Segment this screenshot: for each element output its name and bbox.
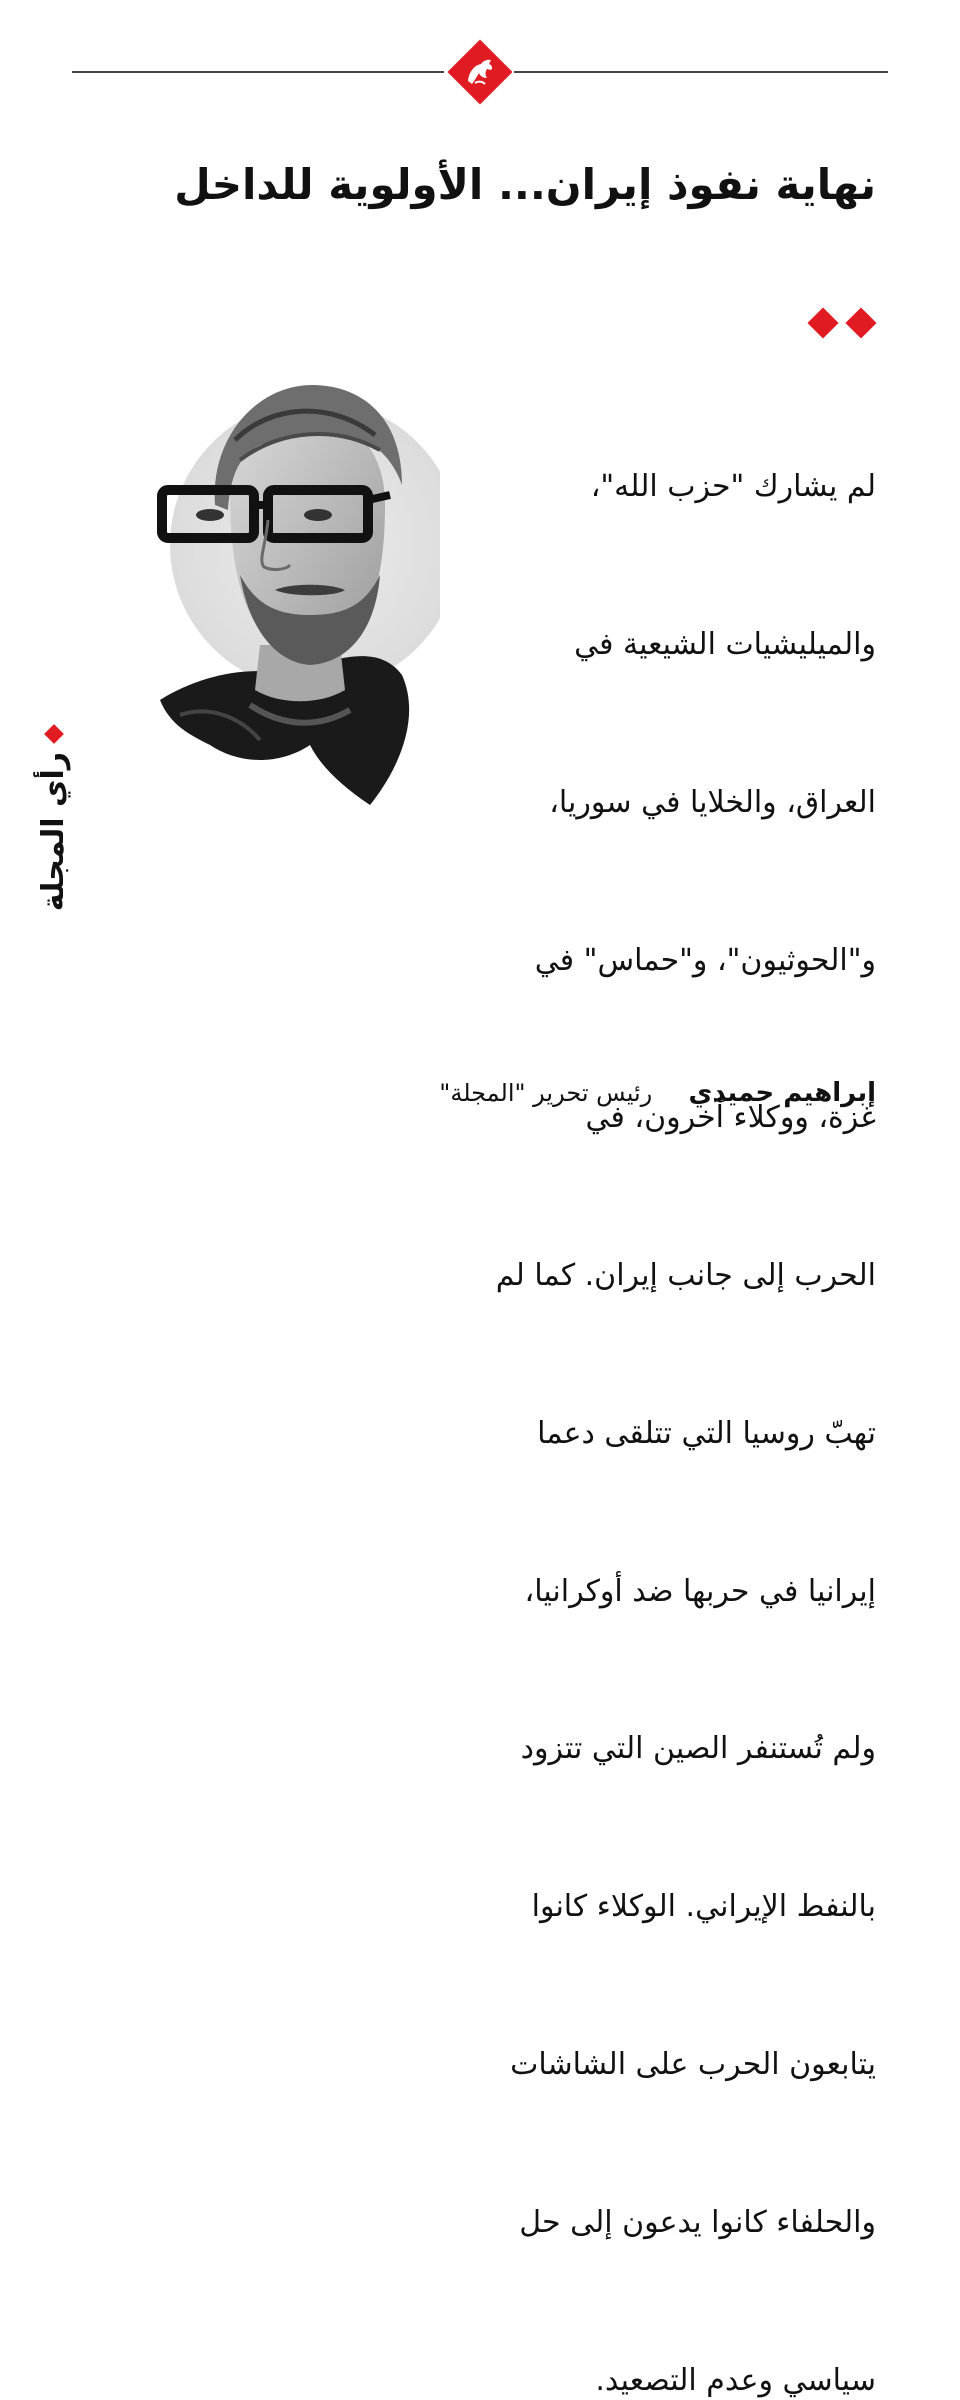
double-diamond-icon bbox=[806, 304, 880, 342]
quote-line: العراق، والخلايا في سوريا، bbox=[549, 784, 876, 820]
author-role: رئيس تحرير "المجلة" bbox=[439, 1079, 653, 1107]
author-name: إبراهيم حميدي bbox=[688, 1078, 876, 1108]
quote-text bbox=[476, 356, 876, 2400]
quote-line: يتابعون الحرب على الشاشات bbox=[510, 2047, 876, 2082]
quote-line: لم يشارك "حزب الله"، bbox=[590, 469, 876, 505]
quote-line: بالنفط الإيراني. الوكلاء كانوا bbox=[531, 1889, 876, 1925]
header-rule-left bbox=[72, 71, 444, 73]
author-portrait bbox=[140, 345, 440, 825]
horse-logo-icon bbox=[445, 37, 515, 107]
quote-line: إيرانيا في حربها ضد أوكرانيا، bbox=[524, 1573, 876, 1609]
quote-line: الحرب إلى جانب إيران. كما لم bbox=[495, 1258, 876, 1294]
quote-line: والميليشيات الشيعية في bbox=[574, 626, 876, 662]
header-rule-right bbox=[514, 71, 888, 73]
author-byline bbox=[276, 1068, 876, 1118]
quote-line: غزة، ووكلاء آخرون، في bbox=[585, 1100, 876, 1136]
quote-line: و"الحوثيون"، و"حماس" في bbox=[534, 942, 876, 978]
section-label: رأي المجلة bbox=[36, 752, 71, 912]
headline: نهاية نفوذ إيران... الأولوية للداخل bbox=[174, 160, 876, 209]
quote-line: تهبّ روسيا التي تتلقى دعما bbox=[537, 1415, 876, 1451]
quote-line: ولم تُستنفر الصين التي تتزود bbox=[520, 1731, 876, 1767]
quote-line: سياسي وعدم التصعيد. bbox=[595, 2362, 876, 2398]
diamond-icon bbox=[42, 722, 66, 746]
quote-line: والحلفاء كانوا يدعون إلى حل bbox=[519, 2204, 876, 2240]
